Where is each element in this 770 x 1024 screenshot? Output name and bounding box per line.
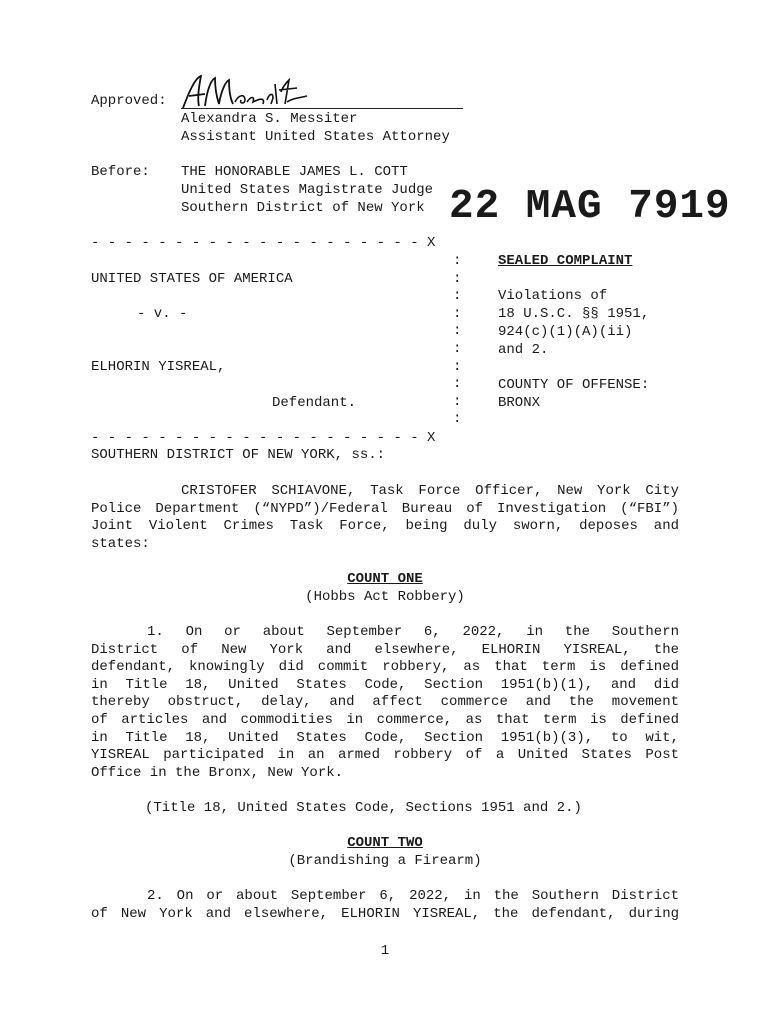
caption-bottom-rule: - - - - - - - - - - - - - - - - - - - - X xyxy=(91,430,436,446)
sealed-complaint-title: SEALED COMPLAINT xyxy=(498,253,633,269)
judge-district: Southern District of New York xyxy=(181,200,425,216)
signature-line xyxy=(181,108,463,109)
caption-top-rule: - - - - - - - - - - - - - - - - - - - - X xyxy=(91,235,436,251)
count-one-paragraph: 1. On or about September 6, 2022, in the Southern District of New York and elsewhere, ELHORIN YISREAL, the defendant, knowingly did commit robbery, as that term is defined in Title 18, United States Code, Section 1951(b)(1), and did thereby obstruct, delay, and affect commerce and the movement of articles and commodities in commerce, as that term is defined in Title 18, United States Code, Section 1951(b)(3), to wit, YISREAL participated in an armed robbery of a United States Post Office in the Bronx, New York. xyxy=(91,624,679,781)
violations-line-2: 18 U.S.C. §§ 1951, xyxy=(498,306,650,322)
violations-line-3: 924(c)(1)(A)(ii) xyxy=(498,324,633,340)
before-label: Before: xyxy=(91,164,150,180)
count-one-heading: COUNT ONE xyxy=(347,571,423,587)
judge-name: THE HONORABLE JAMES L. COTT xyxy=(181,164,408,180)
violations-line-4: and 2. xyxy=(498,342,549,358)
case-number-stamp: 22 MAG 7919 xyxy=(449,184,731,230)
venue-line: SOUTHERN DISTRICT OF NEW YORK, ss.: xyxy=(91,447,386,463)
count-two-heading: COUNT TWO xyxy=(347,835,423,851)
page-number: 1 xyxy=(380,943,390,959)
attorney-title: Assistant United States Attorney xyxy=(181,129,450,145)
judge-title: United States Magistrate Judge xyxy=(181,182,434,198)
plaintiff-name: UNITED STATES OF AMERICA xyxy=(91,271,293,287)
attorney-name: Alexandra S. Messiter xyxy=(181,111,358,127)
intro-paragraph: CRISTOFER SCHIAVONE, Task Force Officer, New York City Police Department (“NYPD”)/Federal Bureau of Investigation (“FBI”) Joint Violent Crimes Task Force, being duly sworn, deposes and states: xyxy=(91,483,679,552)
violations-line-1: Violations of xyxy=(498,288,608,304)
county-label: COUNTY OF OFFENSE: xyxy=(498,377,650,393)
defendant-label: Defendant. xyxy=(272,395,357,411)
county-value: BRONX xyxy=(498,395,541,411)
signature-image xyxy=(175,72,315,112)
count-one-subheading: (Hobbs Act Robbery) xyxy=(305,589,465,605)
count-one-citation: (Title 18, United States Code, Sections 1951 and 2.) xyxy=(145,800,582,816)
approved-label: Approved: xyxy=(91,93,167,109)
count-two-paragraph: 2. On or about September 6, 2022, in the Southern District of New York and elsewhere, ELHORIN YISREAL, the defendant, during xyxy=(91,888,679,922)
count-two-subheading: (Brandishing a Firearm) xyxy=(288,853,482,869)
defendant-name: ELHORIN YISREAL, xyxy=(91,359,226,375)
versus-label: - v. - xyxy=(137,306,188,322)
